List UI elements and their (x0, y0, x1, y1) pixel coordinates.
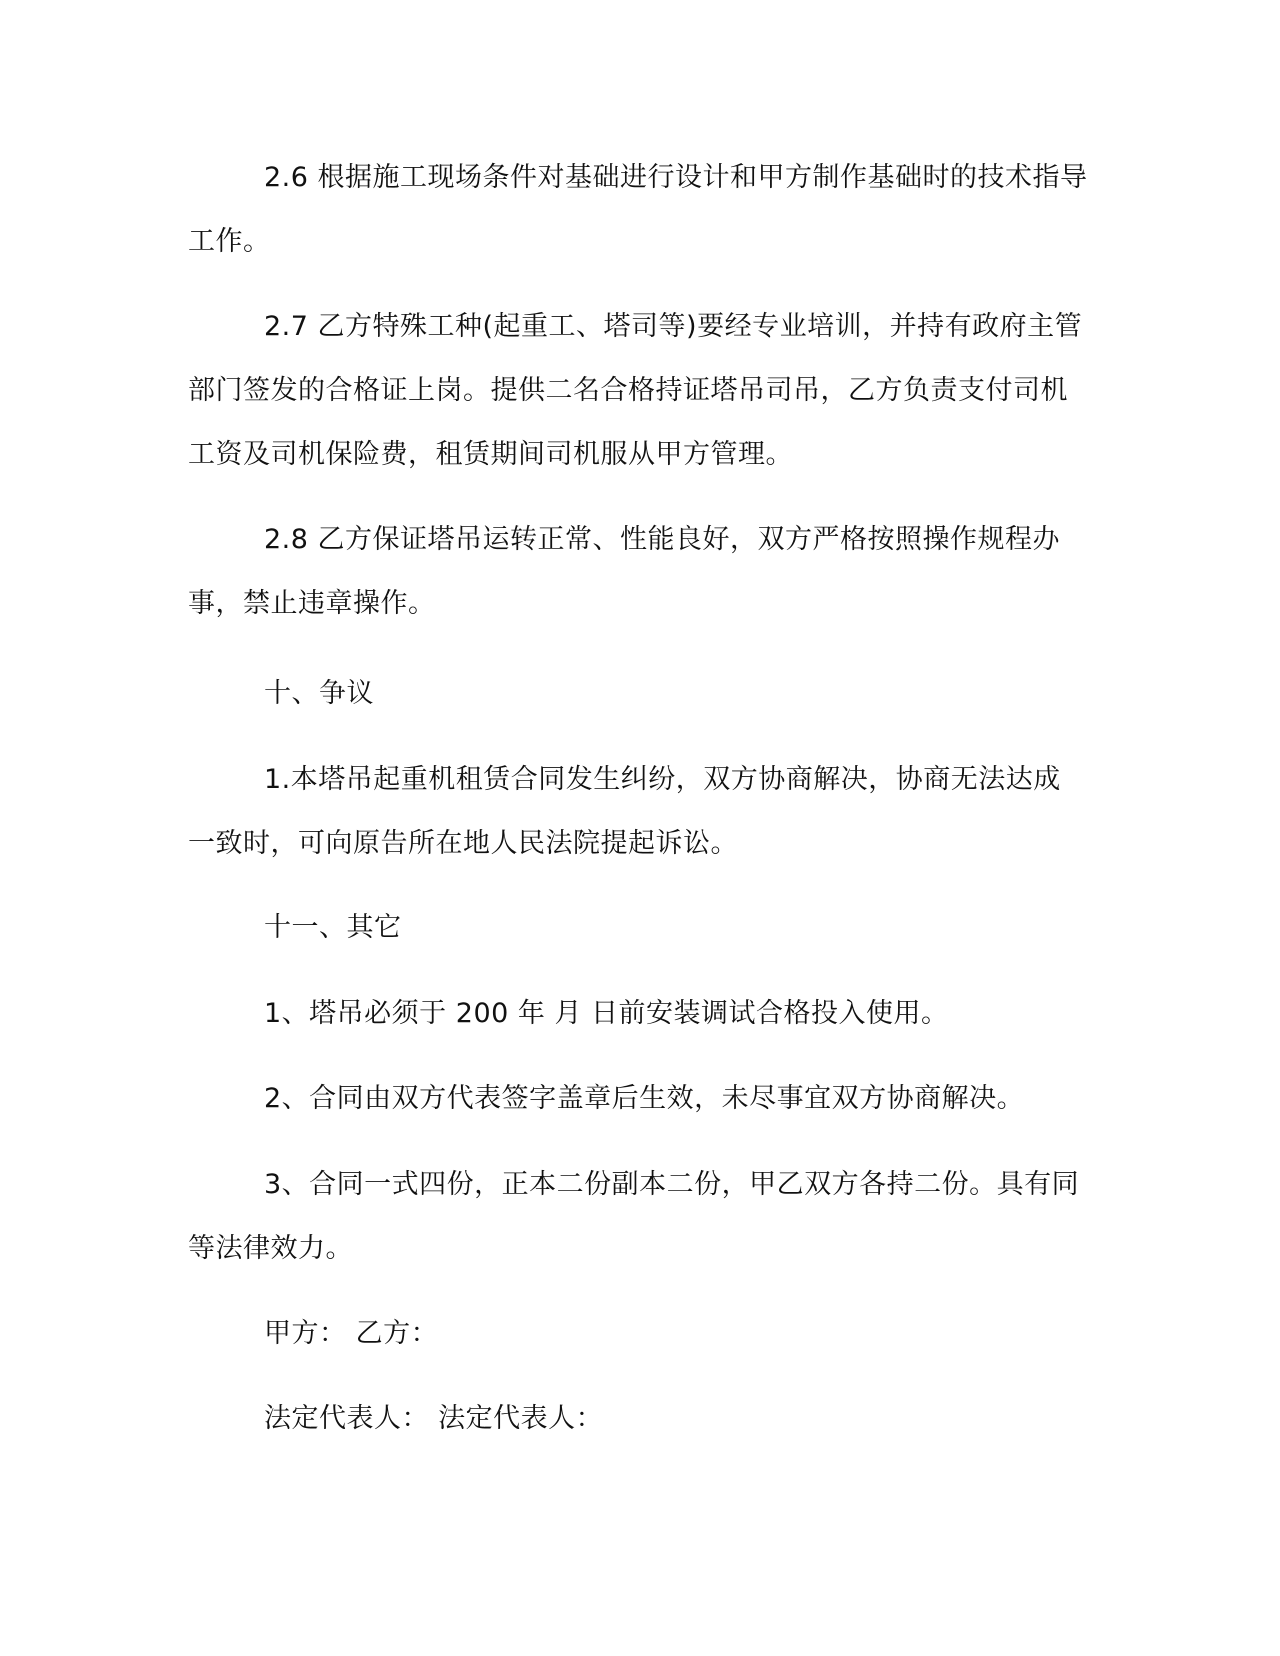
clause-2-7: 2.7 乙方特殊工种(起重工、塔司等)要经专业培训，并持有政府主管部门签发的合格证上岗。提供二名合格持证塔吊司吊，乙方负责支付司机工资及司机保险费，租赁期间司机服从甲方管理。 (188, 311, 1083, 470)
other-clause-3: 3、合同一式四份，正本二份副本二份，甲乙双方各持二份。具有同等法律效力。 (188, 1169, 1080, 1264)
legal-representatives-line: 法定代表人： 法定代表人： (264, 1403, 604, 1434)
other-clause-1: 1、塔吊必须于 200 年 月 日前安装调试合格投入使用。 (264, 998, 949, 1029)
other-clause-2: 2、合同由双方代表签字盖章后生效，未尽事宜双方协商解决。 (264, 1083, 1025, 1114)
clause-2-6: 2.6 根据施工现场条件对基础进行设计和甲方制作基础时的技术指导工作。 (188, 162, 1088, 257)
section-heading-dispute: 十、争议 (264, 678, 374, 709)
dispute-clause-1: 1.本塔吊起重机租赁合同发生纠纷，双方协商解决，协商无法达成一致时，可向原告所在地人民法院提起诉讼。 (188, 764, 1061, 859)
section-heading-other: 十一、其它 (264, 912, 402, 943)
clause-2-8: 2.8 乙方保证塔吊运转正常、性能良好，双方严格按照操作规程办事，禁止违章操作。 (188, 524, 1061, 619)
parties-line: 甲方： 乙方： (264, 1318, 439, 1349)
